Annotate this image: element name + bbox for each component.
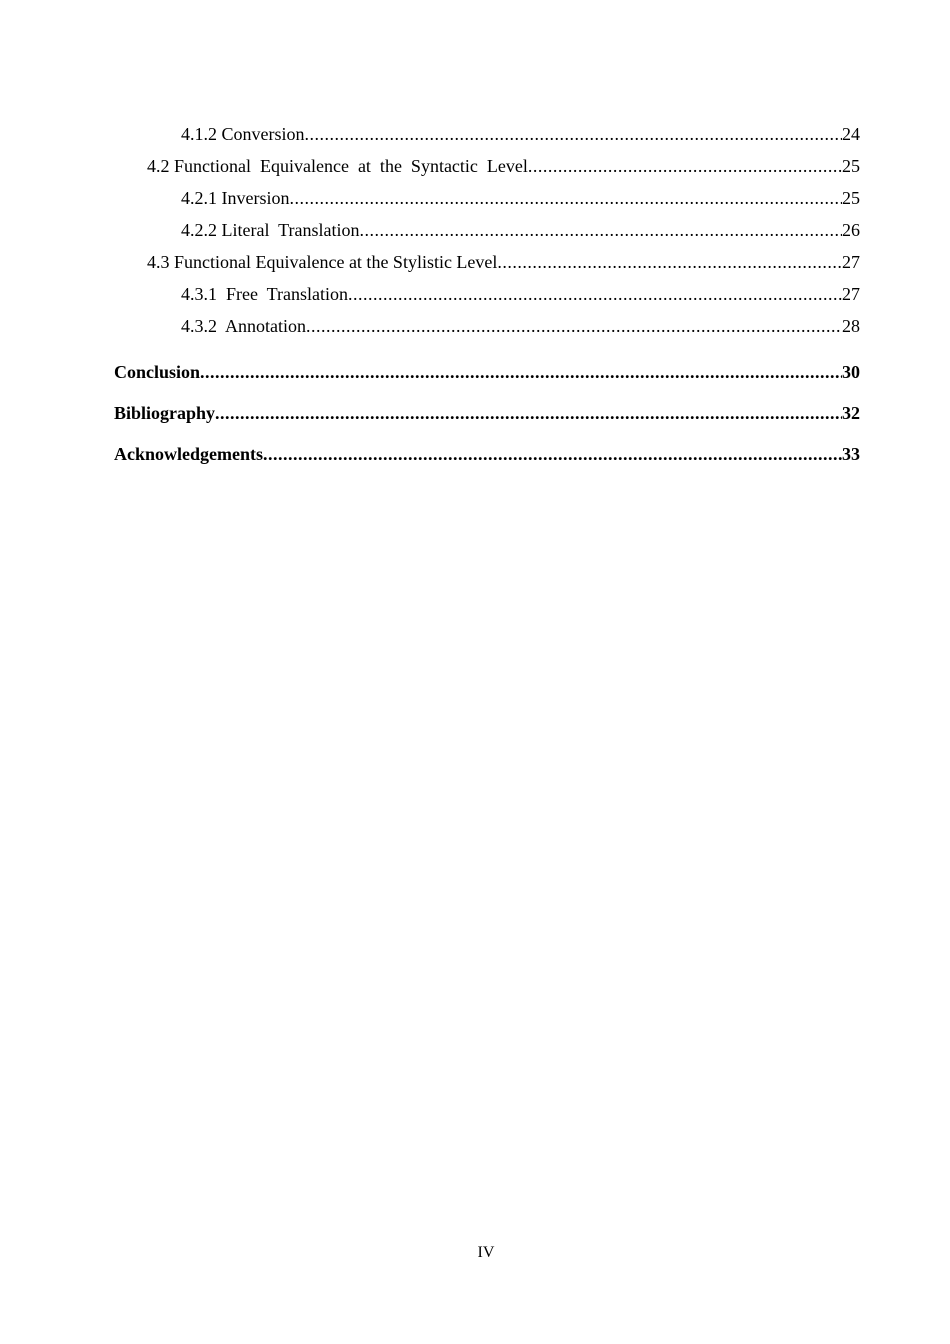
toc-entry-4-2-2[interactable]: [114, 214, 860, 246]
toc-entry-page: 33: [842, 444, 860, 464]
toc-entry-4-3-2[interactable]: [114, 310, 860, 342]
toc-dot-leader: [215, 393, 842, 434]
toc-entry-title: 4.1.2 Conversion: [181, 124, 305, 144]
toc-entry-page: 30: [842, 362, 860, 382]
toc-dot-leader: [305, 118, 843, 150]
toc-entry-title: 4.3.2 Annotation: [181, 316, 306, 336]
toc-entry-4-3-1[interactable]: [114, 278, 860, 310]
toc-entry-title: Bibliography: [114, 403, 216, 423]
toc-entry-title: 4.2.2 Literal Translation: [181, 220, 360, 240]
toc-entry-4-1-2[interactable]: [114, 118, 860, 150]
toc-entry-4-2[interactable]: [114, 150, 860, 182]
toc-entry-page: 25: [842, 188, 860, 208]
toc-dot-leader: [497, 246, 842, 278]
toc-entry-title: Conclusion: [114, 362, 201, 382]
toc-entry-bibliography[interactable]: [114, 393, 860, 434]
toc-dot-leader: [263, 434, 842, 475]
toc-dot-leader: [348, 278, 842, 310]
toc-entry-page: 25: [842, 156, 860, 176]
toc-entry-title: 4.2.1 Inversion: [181, 188, 290, 208]
toc-dot-leader: [528, 150, 842, 182]
toc-entry-4-3[interactable]: [114, 246, 860, 278]
toc-entry-page: 27: [842, 252, 860, 272]
toc-entry-title: 4.3 Functional Equivalence at the Stylistic Level: [147, 252, 498, 272]
toc-entry-page: 27: [842, 284, 860, 304]
toc-dot-leader: [200, 352, 842, 393]
toc-entry-page: 28: [842, 316, 860, 336]
page-number: IV: [477, 1244, 495, 1261]
toc-entry-4-2-1[interactable]: [114, 182, 860, 214]
toc-entry-page: 26: [842, 220, 860, 240]
toc-entry-title: Acknowledgements: [114, 444, 263, 464]
toc-dot-leader: [289, 182, 842, 214]
toc-entry-title: 4.3.1 Free Translation: [181, 284, 349, 304]
toc-entry-title: 4.2 Functional Equivalence at the Syntactic Level: [147, 156, 528, 176]
table-of-contents: [114, 118, 860, 475]
toc-entry-page: 24: [842, 124, 860, 144]
toc-entry-conclusion[interactable]: [114, 352, 860, 393]
toc-dot-leader: [360, 214, 843, 246]
toc-dot-leader: [306, 310, 842, 342]
toc-entry-acknowledgements[interactable]: [114, 434, 860, 475]
toc-entry-page: 32: [842, 403, 860, 423]
